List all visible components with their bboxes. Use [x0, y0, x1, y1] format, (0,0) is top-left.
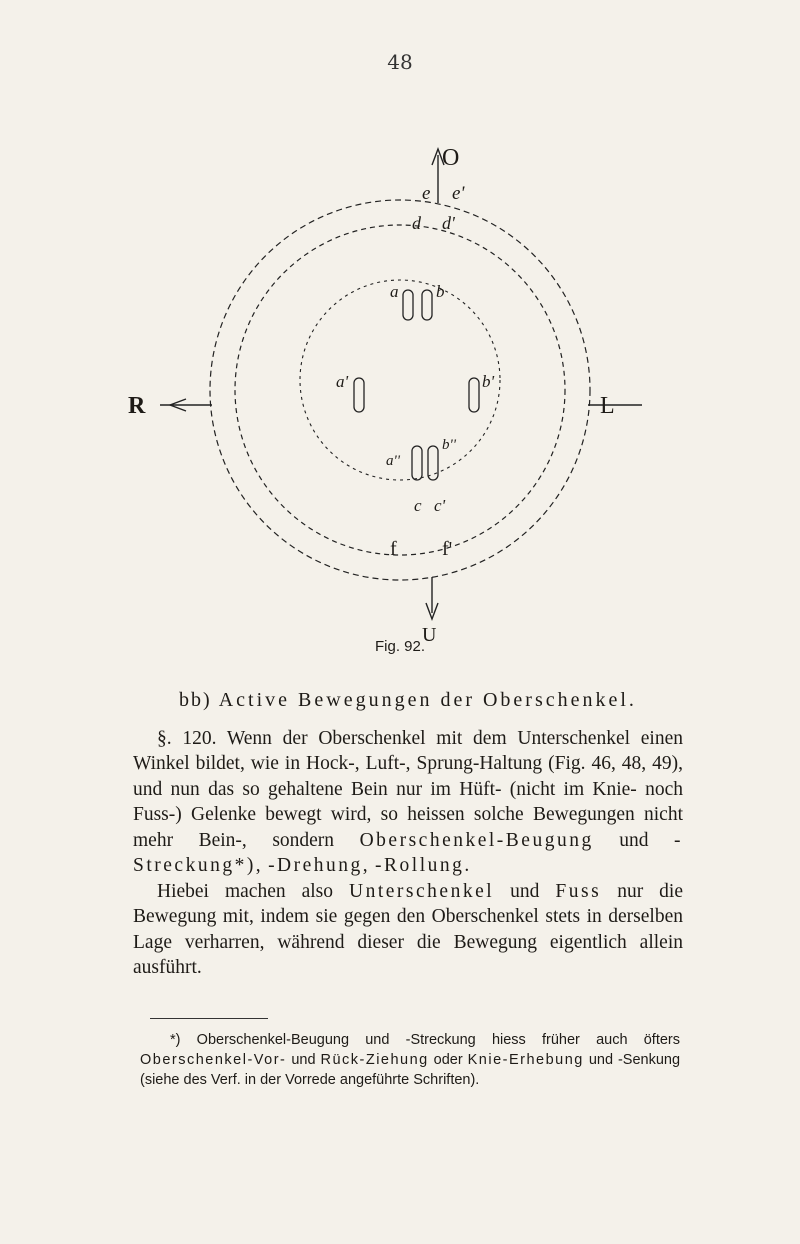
fn-term-rueck: Rück-Ziehung: [320, 1052, 429, 1068]
leg-b-prime-icon: [469, 378, 479, 412]
fn-term-vor: Oberschenkel-Vor-: [140, 1052, 287, 1068]
p1-term-rollung: -Rollung.: [375, 855, 472, 876]
label-e: e: [422, 183, 431, 204]
figure-caption: Fig. 92.: [374, 638, 426, 655]
leg-a-icon: [403, 290, 413, 320]
label-a: a: [390, 282, 399, 301]
p1-term-streckung: -Streckung*),: [133, 829, 684, 876]
p2-text-b: nur die Bewegung mit, indem sie gegen den Oberschenkel stets in derselben Lage verharren, während dieser die Bewegung eigentlich allein ausführt.: [133, 880, 684, 978]
label-a-prime: a': [336, 372, 349, 391]
page-number: 48: [387, 50, 413, 74]
p1-term-drehung: -Drehung,: [268, 855, 371, 876]
paragraph-120: [133, 726, 683, 879]
fn-text-a: *) Oberschenkel-Beugung und -Streckung hiess früher auch öfters: [170, 1032, 680, 1048]
label-u: U: [422, 624, 437, 646]
label-o: O: [442, 145, 460, 171]
fn-term-knie: Knie-Erhebung: [467, 1052, 584, 1068]
label-r: R: [128, 393, 146, 419]
label-f: f: [390, 538, 397, 560]
label-b-dprime: b'': [442, 437, 456, 453]
label-b: b: [436, 282, 445, 301]
fn-oder: oder: [433, 1052, 463, 1068]
label-d-prime: d': [442, 213, 455, 233]
label-d: d: [412, 213, 421, 233]
label-e-prime: e': [452, 183, 465, 204]
leg-b-dprime-icon: [428, 446, 438, 480]
p2-und: und: [510, 880, 540, 902]
label-c-prime: c': [434, 496, 446, 515]
leg-b-icon: [422, 290, 432, 320]
section-body: [133, 688, 683, 981]
label-a-dprime: a'': [386, 453, 400, 469]
label-b-prime: b': [482, 372, 495, 391]
p2-term-fuss: Fuss: [555, 880, 602, 902]
middle-circle: [235, 225, 565, 555]
outer-circle: [210, 200, 590, 580]
leg-a-prime-icon: [354, 378, 364, 412]
footnote-rule: [150, 1018, 268, 1019]
fn-und: und: [291, 1052, 316, 1068]
heading-title: Active Bewegungen der Oberschenkel.: [218, 689, 637, 711]
label-l: L: [600, 393, 615, 419]
footnote: [140, 1030, 680, 1090]
label-f-prime: f': [442, 538, 453, 560]
p2-text-a: Hiebei machen also: [157, 880, 334, 902]
heading-prefix: bb): [179, 689, 212, 711]
p1-text: §. 120. Wenn der Oberschenkel mit dem Unterschenkel einen Winkel bildet, wie in Hock-, Luft-, Sprung-Haltung (Fig. 46, 48, 49), und nun das so gehaltene Bein nur im Hüft- (nicht im Knie- noch Fuss-) Gelenke bewegt wird, so heissen solche Bewegungen nicht mehr Bein-, sondern: [133, 727, 683, 851]
leg-a-dprime-icon: [412, 446, 422, 480]
p1-term-beugung: Oberschenkel-Beugung: [359, 829, 594, 851]
p2-term-unterschenkel: Unterschenkel: [349, 880, 495, 902]
fn-text-b: und -Senkung (siehe des Verf. in der Vorrede angeführte Schriften).: [140, 1052, 681, 1088]
p1-und: und: [619, 829, 649, 851]
paragraph-hiebei: [133, 879, 683, 981]
label-c: c: [414, 496, 422, 515]
section-heading: [133, 688, 683, 714]
figure-92: [128, 135, 620, 675]
